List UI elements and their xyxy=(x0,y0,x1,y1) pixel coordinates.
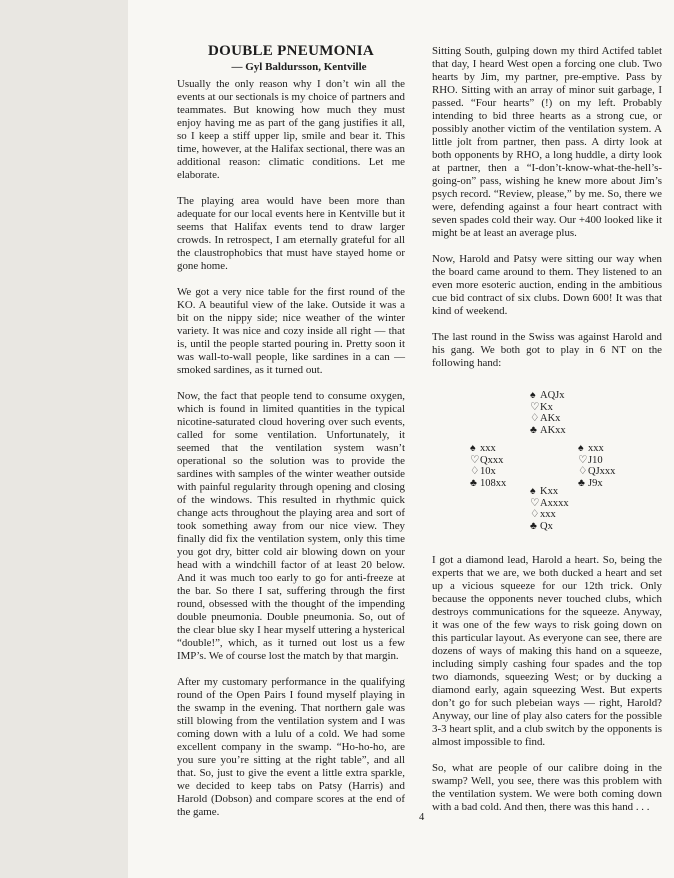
south-hand xyxy=(530,486,569,532)
byline: — Gyl Baldursson, Kentville xyxy=(231,61,367,73)
paragraph: So, what are people of our calibre doing in the swamp? Well, you see, there was this problem with the ventilation system. We were both coming down with a bad cold. And then, there was this hand . . . xyxy=(432,762,662,813)
spade-icon: ♠ xyxy=(530,390,536,401)
club-icon: ♣ xyxy=(578,477,585,489)
south-spades: ♠ Kxx xyxy=(530,486,559,497)
south-diamonds: ♢xxx xyxy=(530,509,556,520)
left-column xyxy=(177,42,405,832)
heart-icon: ♡ xyxy=(470,454,480,466)
page-number: 4 xyxy=(419,812,425,823)
paragraph: Sitting South, gulping down my third Actifed tablet that day, I heard West open a forcing one club. Two hearts by Jim, my partner, pre-emptive. Pass by RHO. Sitting with an array of minor suit garbage, I passed. “Four hearts” (!) on my left. Probably intending to bid three hearts as a strong cue, or possibly another victim of the ventilation system. A little jolt from partner, then pass. A dirty look at both opponents by RHO, a long huddle, a dirty look at partner, then a “I-don’t-know-what-the-hell’s-going-on” pass, wishing he knew more about Jim’s psych record. “Review, please,” by me. So, there we were, defending against a four heart contract with seven spades cold their way. Our +400 looked like it might be at least an average plus. xyxy=(432,45,662,239)
right-column xyxy=(432,45,662,827)
spade-icon: ♠ xyxy=(578,443,584,454)
paragraph: Usually the only reason why I don’t win all the events at our sectionals is my choice of partners and teammates. But knowing how much they must enjoy having me as part of the gang justifies it all, so I keep a stiff upper lip, smile and bear it. This time, however, at the Halifax sectional, there was an additional reason: climatic conditions. Let me elaborate. xyxy=(177,78,405,181)
paragraph: The last round in the Swiss was against Harold and his gang. We both got to play in 6 NT on the following hand: xyxy=(432,331,662,369)
north-hearts: ♡Kx xyxy=(530,401,553,413)
north-clubs: ♣ AKxx xyxy=(530,424,566,436)
south-clubs: ♣ Qx xyxy=(530,520,553,532)
east-diamonds: ♢QJxxx xyxy=(578,466,616,477)
west-diamonds: ♢10x xyxy=(470,466,496,477)
north-diamonds: ♢AKx xyxy=(530,413,561,424)
spade-icon: ♠ xyxy=(470,443,476,454)
article-title: DOUBLE PNEUMONIA xyxy=(207,43,375,59)
east-hearts: ♡J10 xyxy=(578,454,603,466)
west-spades: ♠ xxx xyxy=(470,443,496,454)
diamond-icon: ♢ xyxy=(530,509,540,520)
diamond-icon: ♢ xyxy=(530,413,540,424)
north-hand xyxy=(530,390,566,436)
club-icon: ♣ xyxy=(470,477,477,489)
bridge-deal-diagram xyxy=(432,390,662,540)
spade-icon: ♠ xyxy=(530,486,536,497)
paragraph: The playing area would have been more than adequate for our local events here in Kentville but it seems that Halifax events tend to draw larger crowds. In retrospect, I am eternally grateful for all the claustrophobics that must have stayed home or gone home. xyxy=(177,195,405,272)
diamond-icon: ♢ xyxy=(470,466,480,477)
west-hand xyxy=(470,443,506,489)
paragraph: Now, Harold and Patsy were sitting our way when the board came around to them. They listened to an even more esoteric auction, ending in the ambitious cue bid contract of six clubs. Down 600! It was that kind of weekend. xyxy=(432,253,662,317)
paragraph: I got a diamond lead, Harold a heart. So, being the experts that we are, we both ducked a heart and set up a vicious squeeze for our 12th trick. Only because the opponents never touched clubs, which destroys communications for the squeeze. Anyway, it was one of the few ways to risk going down on this particular layout. As everyone can see, there are dozens of ways of making this hand on a squeeze, including simply cashing four spades and the top two diamonds, squeezing West; or by ducking a diamond early, again squeezing West. But experts don’t go for such plebeian ways — right, Harold? Anyway, our line of play also caters for the possible 3-3 heart split, and a club switch by the opponents is almost impossible to find. xyxy=(432,554,662,748)
west-hearts: ♡Qxxx xyxy=(470,454,504,466)
diamond-icon: ♢ xyxy=(578,466,588,477)
paragraph: After my customary performance in the qualifying round of the Open Pairs I found myself playing in the swamp in the evening. That northern gale was still blowing from the ventilation system and I was coming down with a lulu of a cold. We had some excellent company in the swamp. “Ho-ho-ho, are you sure you’re sitting at the right table”, and all that. So, just to give the event a little extra sparkle, we decided to keep tabs on Patsy (Harris) and Harold (Dobson) and compare scores at the end of the game. xyxy=(177,676,405,818)
east-hand xyxy=(578,443,615,489)
north-spades: ♠ AQJx xyxy=(530,390,565,401)
club-icon: ♣ xyxy=(530,424,537,436)
heart-icon: ♡ xyxy=(530,401,540,413)
heart-icon: ♡ xyxy=(530,497,540,509)
club-icon: ♣ xyxy=(530,520,537,532)
paragraph: Now, the fact that people tend to consume oxygen, which is found in limited quantities in the typical nicotine-saturated cloud hovering over such events, called for some ventilation. Unfortunately, it seemed that the ventilation system wasn’t operational so the solution was to provide the sardines with samples of the winter weather outside with painful regularity through opening and closing of the windows. This resulted in rhythmic quick change acts throughout the playing area and sort of took something away from our nice view. They finally did fix the ventilation system, only this time you got dry, bitter cold air blowing down on your head with a windchill factor of at least 20 below. And it was much too early to go for anti-freeze at the bar. So there I sat, suffering through the first round, obsessed with the thought of the impending double pneumonia. Double pneumonia. So, out of the clear blue sky I hear myself uttering a hysterical “double!”, which, as it turned out lost us a few IMP’s. We of course lost the match by that margin. xyxy=(177,390,405,662)
east-clubs: ♣ J9x xyxy=(578,477,603,489)
west-clubs: ♣ 108xx xyxy=(470,477,507,489)
east-spades: ♠ xxx xyxy=(578,443,604,454)
heart-icon: ♡ xyxy=(578,454,588,466)
south-hearts: ♡Axxxx xyxy=(530,497,569,509)
paragraph: We got a very nice table for the first round of the KO. A beautiful view of the lake. Outside it was a bit on the nippy side; nice weather of the winter variety. It was nice and cozy inside all right — that is, until the people started pouring in. Pretty soon it was wall-to-wall people, like sardines in a can — smoked sardines, as it turned out. xyxy=(177,286,405,376)
